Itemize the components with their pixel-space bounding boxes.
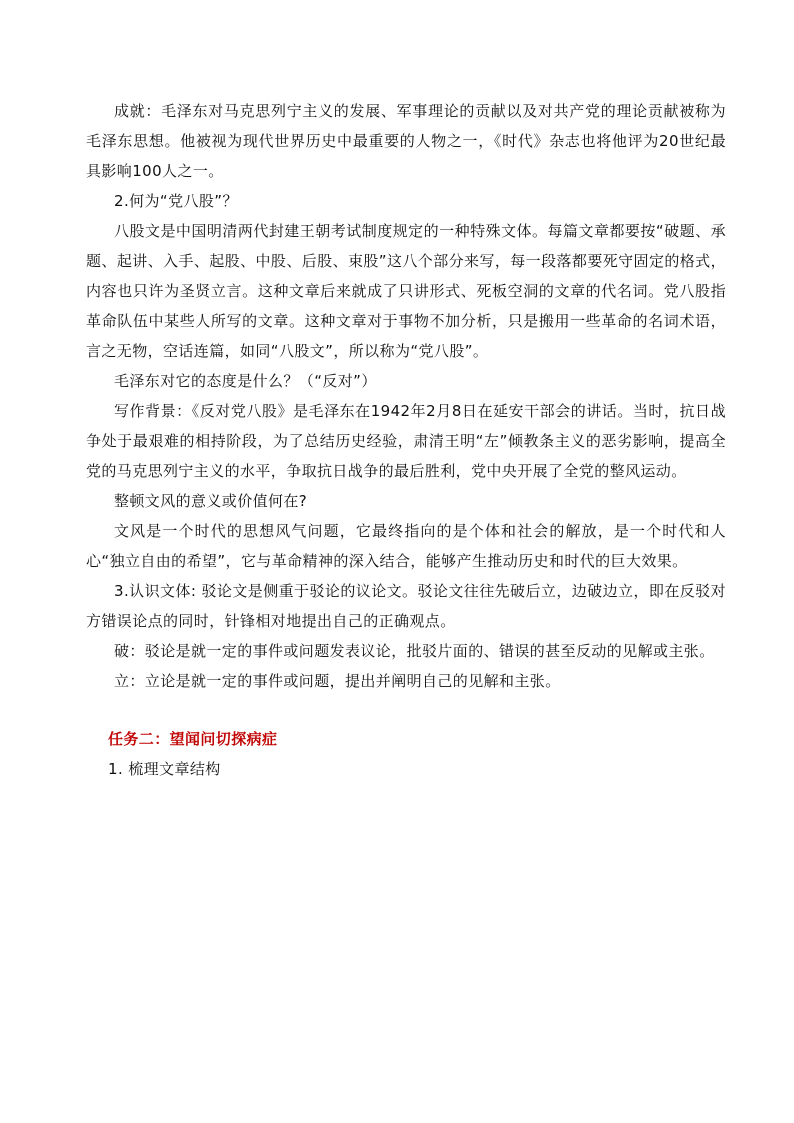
task2-item-structure: 1. 梳理文章结构 [108,760,221,778]
paragraph-genre-rebuttal: 3.认识文体: 驳论文是侧重于驳论的议论文。驳论文往往先破后立，边破边立，即在反驳对方错误论点的同时，针锋相对地提出自己的正确观点。 [86,582,726,630]
section-spacer [86,696,726,724]
document-body [86,96,726,784]
task2-heading: 任务二：望闻问切探病症 [108,730,278,748]
paragraph-writing-background: 写作背景：《反对党八股》是毛泽东在1942年2月8日在延安干部会的讲话。当时，抗日战争处于最艰难的相持阶段，为了总结历史经验，肃清王明“左”倾教条主义的恶劣影响，提高全党的马克思列宁主义的水平，争取抗日战争的最后胜利，党中央开展了全党的整风运动。 [86,402,726,480]
question-what-is-dangbagu: 2.何为“党八股”？ [114,192,238,210]
question-significance: 整顿文风的意义或价值何在? [114,492,308,510]
question-mao-attitude: 毛泽东对它的态度是什么？（“反对”） [114,372,377,390]
paragraph-po-refute: 破：驳论是就一定的事件或问题发表议论，批驳片面的、错误的甚至反动的见解或主张。 [114,642,715,660]
paragraph-achievement: 成就：毛泽东对马克思列宁主义的发展、军事理论的贡献以及对共产党的理论贡献被称为毛泽东思想。他被视为现代世界历史中最重要的人物之一，《时代》杂志也将他评为20世纪最具影响100人之一。 [86,102,726,180]
paragraph-bagu-definition: 八股文是中国明清两代封建王朝考试制度规定的一种特殊文体。每篇文章都要按“破题、承题、起讲、入手、起股、中股、后股、束股”这八个部分来写，每一段落都要死守固定的格式，内容也只许为圣贤立言。这种文章后来就成了只讲形式、死板空洞的文章的代名词。党八股指革命队伍中某些人所写的文章。这种文章对于事物不加分析，只是搬用一些革命的名词术语，言之无物，空话连篇，如同“八股文”，所以称为“党八股”。 [86,222,726,360]
paragraph-li-establish: 立：立论是就一定的事件或问题，提出并阐明自己的见解和主张。 [114,672,561,690]
paragraph-writing-style: 文风是一个时代的思想风气问题，它最终指向的是个体和社会的解放，是一个时代和人心“独立自由的希望”，它与革命精神的深入结合，能够产生推动历史和时代的巨大效果。 [86,522,726,570]
